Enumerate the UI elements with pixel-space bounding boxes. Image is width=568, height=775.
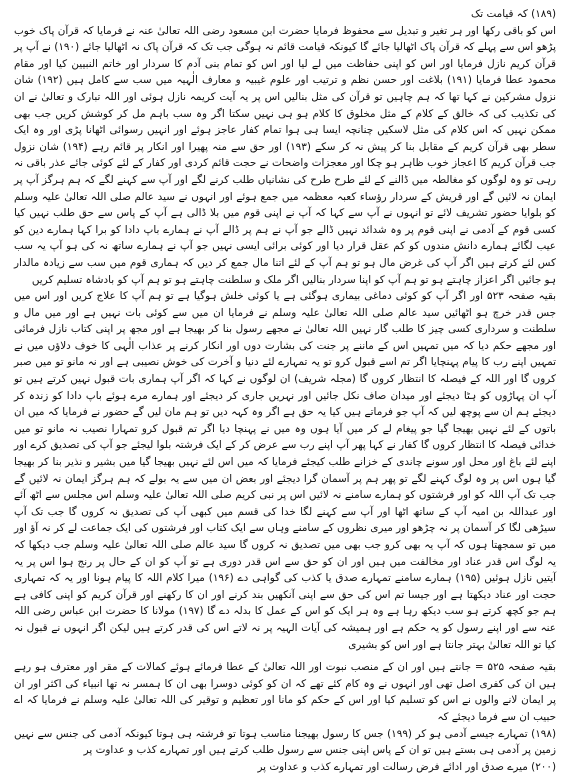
tafsir-paragraph-continued: بقیہ صفحہ ۵۲۵ = جانتے ہیں اور ان کے منصب نبوت اور اللہ تعالیٰ کے عطا فرمائے ہوئے کمالات کے مقر اور معترف ہو رہے ہیں ان کی کفری اصل تھی اور انہوں نے وہ کام کئے تھے کہ ان کو کوئی دوسرا بھی ان کا ہمسر نہ تھا انبیاء کی اکثر اور ان پر ایمان لانے والوں نے اس کو تسلیم کیا اور اس کے حکم کو مانا اور تعظیم و توقیر کی اللہ تعالیٰ علیہ وسلم نے فرمایا کہ اے حبیب ان سے فرما دیجئے کہ (۱۹۸) تمہارے جیسے آدمی ہو کر (۱۹۹) جس کا رسول بھیجنا مناسب ہوتا تو فرشتہ ہی ہوتا کیونکہ آدمی کی جنس سے نہیں زمین پر آدمی ہی بستے ہیں تو ان کے پاس اپنی جنس سے رسول طلب کرتے ہیں اور تمہارے کذب و عداوت پر (۲۰۰) میرے صدق اور ادائے فرض رسالت اور تمہارے کذب و عداوت پر (14, 661, 556, 773)
tafsir-paragraph-main: (۱۸۹) کہ قیامت تک اس کو باقی رکھا اور ہر تغیر و تبدیل سے محفوظ فرمایا حضرت ابن مسعود رضی اللہ تعالیٰ عنہ نے فرمایا کہ قرآن پاک خوب پڑھو اس سے پہلے کہ قرآن پاک اٹھالیا جائے گا کیونکہ قیامت قائم نہ ہوگی جب تک کہ قرآن پاک نہ اٹھالیا جائے (۱۹۰) نے آپ پر قرآن کریم نازل فرمایا اور اس کو اپنی حفاظت میں لے لیا اور اس کو تمام بنی آدم کا سردار اور خاتم النبیین کیا اور مقام محمود عطا فرمایا (۱۹۱) بلاغت اور حسن نظم و ترتیب اور علوم غیبیہ و معارف الٰہیہ میں سب سے کامل ہیں (۱۹۲) شان نزول مشرکین نے کہا تھا کہ ہم چاہیں تو قرآن کی مثل بنالیں اس پر یہ آیت کریمہ نازل ہوئی اور اللہ تبارک و تعالیٰ نے ان کی تکذیب کی کہ خالق کے کلام کے مثل مخلوق کا کلام ہو ہی نہیں سکتا اگر وہ سب باہم مل کر کوشش کریں جب بھی ممکن نہیں کہ اس کلام کی مثل لاسکیں چنانچہ ایسا ہی ہوا تمام کفار عاجز ہوئے اور انہیں رسوائی اٹھانا پڑی اور وہ ایک سطر بھی قرآن کریم کے مقابل بنا کر پیش نہ کر سکے (۱۹۳) اور حق سے منہ پھیرا اور انکار پر قائم رہے (۱۹۴) شان نزول جب قرآن کریم کا اعجاز خوب ظاہر ہو چکا اور معجزات واضحات نے حجت قائم کردی اور کفار کے لئے کوئی جائے عذر باقی نہ رہی تو وہ لوگوں کو مغالطہ میں ڈالنے کے لئے طرح طرح کی نشانیاں طلب کرنے لگے اور آپ سے کہنے لگے کہ ہم ہرگز آپ پر ایمان نہ لائیں گے اور قریش کے سردار رؤساء کعبہ معظمہ میں جمع ہوئے اور انہوں نے سید عالم صلی اللہ تعالیٰ علیہ وسلم کو بلوایا حضور تشریف لائے تو انہوں نے آپ سے کہا کہ آپ نے اپنی قوم میں بلا ڈالی ہے آپ کے پاس سے حق طلب نہیں کیا کسی قوم کے آدمی نے اپنی قوم پر وہ شدائد نہیں ڈالے جو آپ نے ہم پر ڈالے آپ نے ہمارے باپ دادا کو برا کہا ہمارے دین کو عیب لگائے ہمارے دانش مندوں کو کم عقل قرار دیا اور کوئی برائی ایسی نہیں جو آپ نے ہمارے ساتھ نہ کی ہو آپ یہ سب کس لئے کرتے ہیں اگر آپ کی غرض مال ہو تو ہم آپ کے لئے اتنا مال جمع کر دیں کہ ہماری قوم میں سب سے زیادہ مالدار ہو جائیں اگر اعزاز چاہتے ہو تو ہم آپ کو اپنا سردار بنالیں اگر ملک و سلطنت چاہتے ہو تو ہم آپ کو بادشاہ تسلیم کریں بقیہ صفحہ ۵۲۳ اور اگر آپ کو کوئی دماغی بیماری ہوگئی ہے یا کوئی خلش ہوگیا ہے تو ہم آپ کا علاج کریں اور اس میں جس قدر خرچ ہو اٹھائیں سید عالم صلی اللہ تعالیٰ علیہ وسلم نے فرمایا ان میں سے کوئی بات نہیں ہے اور میں مال و سلطنت و سرداری کسی چیز کا طلب گار نہیں اللہ تعالیٰ نے مجھے رسول بنا کر بھیجا ہے اور مجھ پر اپنی کتاب نازل فرمائی اور مجھے حکم دیا کہ میں تمہیں اس کے ماننے پر جنت کی بشارت دوں اور انکار کرنے پر عذاب الٰہی کا خوف دلاؤں میں نے تمہیں اپنے رب کا پیام پہنچایا اگر تم اسے قبول کرو تو یہ تمہارے لئے دنیا و آخرت کی خوش نصیبی ہے اور نہ مانو تو میں صبر کروں گا اور اللہ کے فیصلہ کا انتظار کروں گا (مجلہ شریف) ان لوگوں نے کہا کہ اگر آپ ہماری بات قبول نہیں کرتے ہیں تو آپ ان پہاڑوں کو ہٹا دیجئے اور میدان صاف نکل جائیں اور نہریں جاری کر دیجئے اور ہمارے مرے ہوئے باپ دادا کو زندہ کر دیجئے ہم ان سے پوچھ لیں کہ آپ جو فرماتے ہیں کیا یہ حق ہے اگر وہ کہہ دیں تو ہم مان لیں گے حضور نے فرمایا کہ میں ان باتوں کے لئے نہیں بھیجا گیا جو پیغام لے کر میں آیا ہوں وہ میں نے پہنچا دیا اگر تم قبول کرو تمہارا نصیب نہ مانو تو میں خدائی فیصلہ کا انتظار کروں گا کفار نے کہا پھر آپ اپنے رب سے عرض کر کے ایک فرشتہ بلوا لیجئے جو آپ کی تصدیق کرے اور اپنے لئے باغ اور محل اور سونے چاندی کے خزانے طلب کیجئے فرمایا کہ میں اس لئے نہیں بھیجا گیا میں بشیر و نذیر بنا کر بھیجا گیا ہوں اس پر وہ لوگ کہنے لگے تو پھر ہم پر آسمان گرا دیجئے اور بعض ان میں سے یہ بولے کہ ہم ہرگز ایمان نہ لائیں گے جب تک آپ اللہ کو اور فرشتوں کو ہمارے سامنے نہ لائیں اس پر نبی کریم صلی اللہ تعالیٰ علیہ وسلم اس مجلس سے اٹھ آئے اور عبداللہ بن امیہ آپ کے ساتھ اٹھا اور آپ سے کہنے لگا خدا کی قسم میں کبھی آپ کی تصدیق نہ کروں گا جب تک آپ سیڑھی لگا کر آسمان پر نہ چڑھو اور میری نظروں کے سامنے وہاں سے ایک کتاب اور فرشتوں کی ایک جماعت لے کر نہ آؤ اور میں تو سمجھتا ہوں کہ آپ یہ بھی کرو جب بھی میں تصدیق نہ کروں گا سید عالم صلی اللہ تعالیٰ علیہ وسلم جب دیکھا کہ یہ لوگ اس قدر عناد اور مخالفت میں ہیں اور ان کو حق سے اس قدر دوری ہے تو آپ کو ان کے حال پر رنج ہوا اس پر یہ آیتیں نازل ہوئیں (۱۹۵) ہمارے سامنے تمہارے صدق یا کذب کی گواہی دے (۱۹۶) میرا کلام اللہ کا پیام ہونا اور یہ کہ تمہاری حجت اور عناد دیکھتا ہے اور جیسا تم اس کی حق سے اپنی آنکھیں بند کرنے اور ان کا رکھنے اور قرآن کریم کو اپنی کافی ہے ہم جو کچھ کرتے ہو سب دیکھ رہا ہے وہ ہر ایک کو اس کے عمل کا بدلہ دے گا (۱۹۷) مولانا کا حضرت ابن عباس رضی اللہ عنہ سے اور اپنے رسول کو یہ حکم ہے اور ہمیشہ کی آیات الہیہ پر نہ لاتے اس کی قدر کرتے ہیں لیکن اگر انہوں نے قبول نہ کیا تو اللہ تعالیٰ بہتر جانتا ہے اور اس کو بشیری (14, 8, 557, 651)
